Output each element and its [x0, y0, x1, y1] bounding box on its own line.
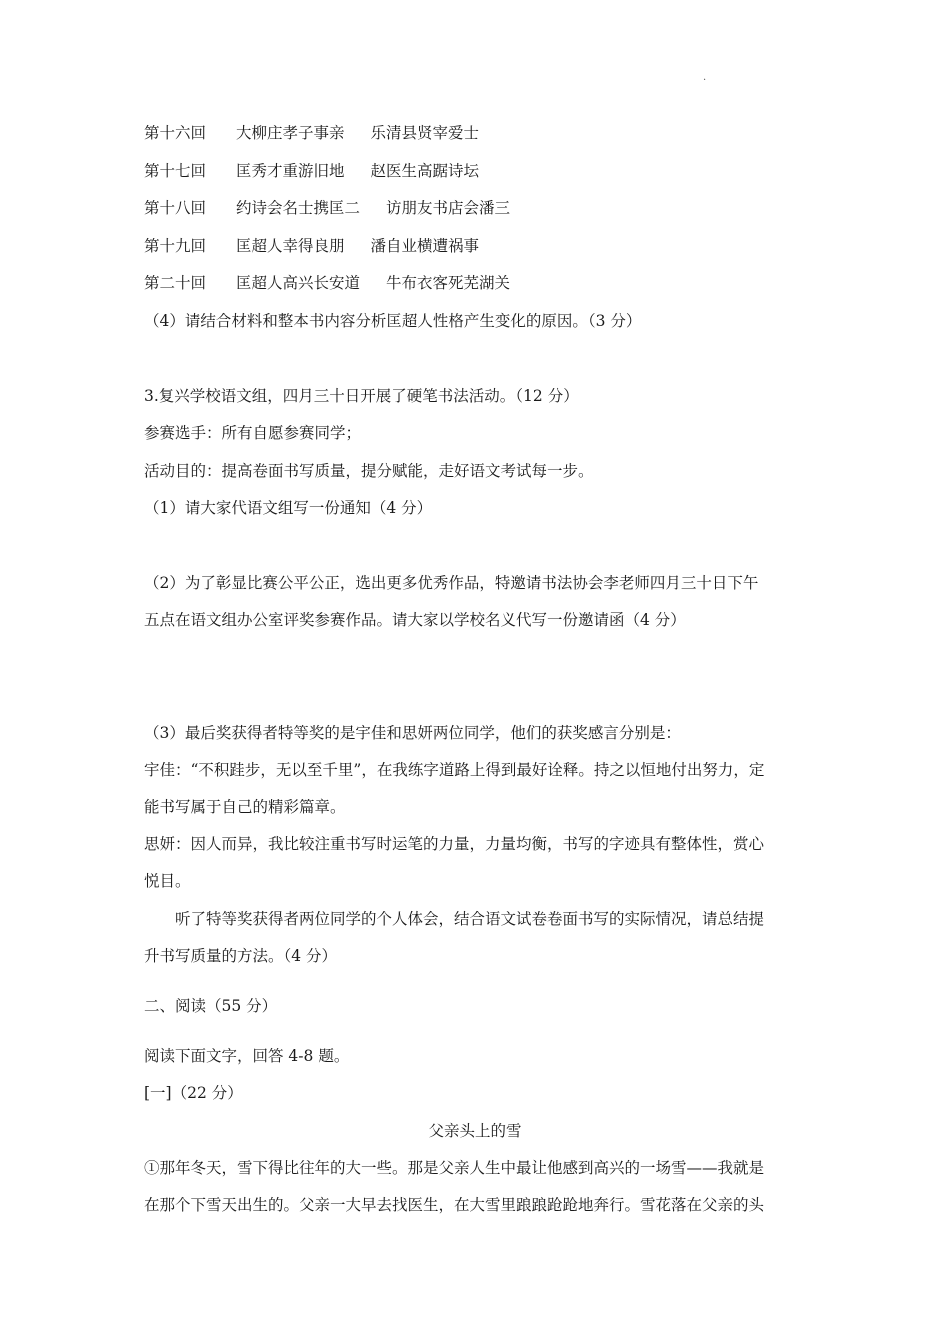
summary-line2: 升书写质量的方法。（4 分）	[144, 947, 338, 965]
paragraph-1-line2: 在那个下雪天出生的。父亲一大早去找医生，在大雪里踉踉跄跄地奔行。雪花落在父亲的头	[144, 1196, 765, 1214]
chapter-title-a: 匡秀才重游旧地	[236, 162, 345, 180]
question-3-1: （1）请大家代语文组写一份通知（4 分）	[144, 499, 433, 517]
question-3-2-line1: （2）为了彰显比赛公平公正，选出更多优秀作品，特邀请书法协会李老师四月三十日下午	[144, 574, 759, 592]
summary-line1: 听了特等奖获得者两位同学的个人体会，结合语文试卷卷面书写的实际情况，请总结提	[175, 910, 765, 928]
chapter-title-a: 匡超人幸得良朋	[236, 237, 345, 255]
question-2-4: （4）请结合材料和整本书内容分析匡超人性格产生变化的原因。（3 分）	[144, 312, 642, 330]
chapter-title-a: 匡超人高兴长安道	[236, 274, 361, 292]
section-heading: 二、阅读（55 分）	[144, 997, 278, 1015]
yujia-quote-line2: 能书写属于自己的精彩篇章。	[144, 798, 346, 816]
reading-part-label: [一]（22 分）	[144, 1084, 243, 1102]
participants: 参赛选手：所有自愿参赛同学；	[144, 424, 362, 442]
chapter-number: 第十七回	[144, 162, 207, 180]
activity-purpose: 活动目的：提高卷面书写质量，提分赋能，走好语文考试每一步。	[144, 462, 594, 480]
siyan-quote-line2: 悦目。	[144, 872, 191, 890]
article-title: 父亲头上的雪	[428, 1122, 522, 1140]
chapter-title-a: 约诗会名士携匡二	[236, 199, 361, 217]
page-mark: .	[703, 72, 707, 83]
chapter-row	[144, 236, 479, 256]
chapter-number: 第十八回	[144, 199, 207, 217]
chapter-title-b: 乐清县贤宰爱士	[370, 124, 480, 142]
chapter-row	[144, 198, 510, 218]
question-3-3: （3）最后奖获得者特等奖的是宇佳和思妍两位同学，他们的获奖感言分别是：	[144, 724, 681, 742]
chapter-title-b: 访朋友书店会潘三	[386, 199, 511, 217]
siyan-quote-line1: 思妍：因人而异，我比较注重书写时运笔的力量，力量均衡，书写的字迹具有整体性，赏心	[144, 835, 765, 853]
reading-instruction: 阅读下面文字，回答 4-8 题。	[144, 1047, 350, 1065]
chapter-row	[144, 273, 510, 293]
chapter-title-b: 潘自业横遭祸事	[370, 237, 480, 255]
chapter-number: 第十九回	[144, 237, 207, 255]
chapter-number: 第二十回	[144, 274, 207, 292]
chapter-row	[144, 123, 479, 143]
question-3-intro: 3.复兴学校语文组，四月三十日开展了硬笔书法活动。（12 分）	[144, 387, 579, 405]
chapter-row	[144, 161, 479, 181]
chapter-title-b: 牛布衣客死芜湖关	[386, 274, 511, 292]
chapter-title-b: 赵医生高踞诗坛	[370, 162, 480, 180]
chapter-number: 第十六回	[144, 124, 207, 142]
yujia-quote-line1: 宇佳：“不积跬步，无以至千里”，在我练字道路上得到最好诠释。持之以恒地付出努力，定	[144, 761, 765, 779]
paragraph-1-line1: ①那年冬天，雪下得比往年的大一些。那是父亲人生中最让他感到高兴的一场雪——我就是	[144, 1159, 765, 1177]
chapter-title-a: 大柳庄孝子事亲	[236, 124, 345, 142]
question-3-2-line2: 五点在语文组办公室评奖参赛作品。请大家以学校名义代写一份邀请函（4 分）	[144, 611, 686, 629]
